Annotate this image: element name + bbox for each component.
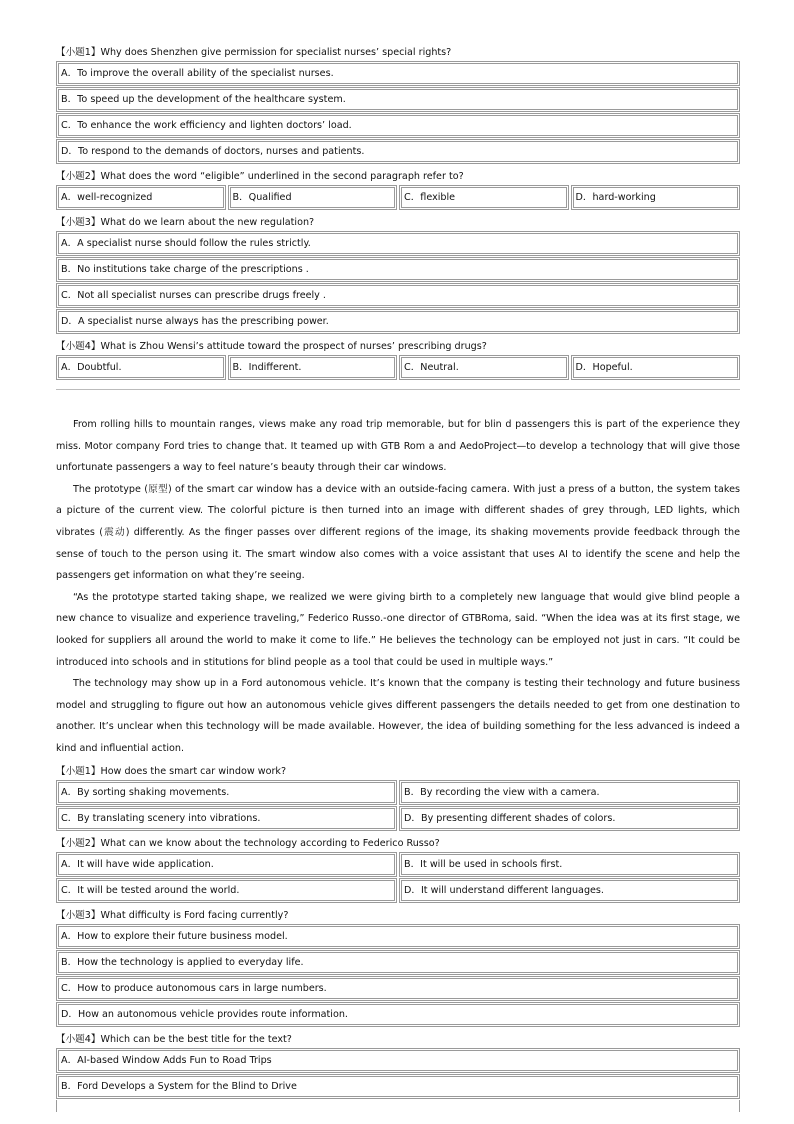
- question-set-2: [56, 763, 740, 1100]
- options-grid: [56, 924, 740, 1028]
- answer-option[interactable]: D．How an autonomous vehicle provides route information.: [56, 1002, 740, 1027]
- passage-paragraph: The prototype (原型) of the smart car window has a device with an outside-facing camera. With just a press of a button, the system takes a picture of the current view. The colorful picture is then turned into an image with different shades of grey through, LED lights, which vibrates (震动) differently. As the finger passes over different regions of the image, its shaking movements provide feedback through the sense of touch to the person using it. The smart window also comes with a voice assistant that uses AI to identify the scene and help the passengers get information on what they’re seeing.: [56, 483, 740, 582]
- answer-option[interactable]: D．To respond to the demands of doctors, nurses and patients.: [56, 139, 740, 164]
- answer-option[interactable]: B．How the technology is applied to everyday life.: [56, 950, 740, 975]
- answer-option[interactable]: C．Neutral.: [399, 355, 569, 380]
- options-grid: [56, 1048, 740, 1100]
- passage-paragraph: “As the prototype started taking shape, we realized we were giving birth to a completely new language that would give blind people a new chance to visualize and experience traveling,” Federico Russo.-one director of GTBRoma, said. “When the idea was at its first stage, we looked for suppliers all around the world to make it come to life.” He believes the technology can be employed not just in cars. “It could be introduced into schools and in stitutions for blind people as a tool that could be used in multiple ways.”: [56, 591, 740, 668]
- answer-option[interactable]: A．By sorting shaking movements.: [56, 780, 397, 805]
- answer-option[interactable]: A．A specialist nurse should follow the rules strictly.: [56, 231, 740, 256]
- option-box-continued: [56, 1100, 740, 1112]
- question-stem: 【小题2】What does the word “eligible” underlined in the second paragraph refer to?: [56, 171, 464, 182]
- answer-option[interactable]: A．It will have wide application.: [56, 852, 397, 877]
- question-stem: 【小题2】What can we know about the technology according to Federico Russo?: [56, 837, 440, 849]
- answer-option[interactable]: B．No institutions take charge of the prescriptions .: [56, 257, 740, 282]
- section-divider: [56, 389, 740, 390]
- options-grid: [56, 852, 740, 904]
- question-stem: 【小题1】How does the smart car window work?: [56, 765, 287, 777]
- options-grid: [56, 780, 740, 832]
- document-page: [56, 41, 740, 1112]
- question-stem: 【小题4】Which can be the best title for the text?: [56, 1033, 292, 1045]
- answer-option[interactable]: C．flexible: [399, 185, 569, 210]
- answer-option[interactable]: A．Doubtful.: [56, 355, 226, 380]
- options-grid: [56, 61, 740, 165]
- answer-option[interactable]: C．Not all specialist nurses can prescribe drugs freely .: [56, 283, 740, 308]
- answer-option[interactable]: C．It will be tested around the world.: [56, 878, 397, 903]
- answer-option[interactable]: D．A specialist nurse always has the prescribing power.: [56, 309, 740, 334]
- question-set-1: [56, 44, 740, 381]
- answer-option[interactable]: D．Hopeful.: [571, 355, 741, 380]
- reading-passage: [56, 414, 740, 760]
- answer-option[interactable]: B．By recording the view with a camera.: [399, 780, 740, 805]
- question-stem: 【小题1】Why does Shenzhen give permission for specialist nurses’ special rights?: [56, 47, 452, 58]
- passage-paragraph: From rolling hills to mountain ranges, views make any road trip memorable, but for blin d passengers this is part of the experience they miss. Motor company Ford tries to change that. It teamed up with GTB Rom a and AedoProject—to develop a technology that will give those unfortunate passengers a way to feel nature’s beauty through their car windows.: [56, 419, 740, 474]
- answer-option[interactable]: A．AI-based Window Adds Fun to Road Trips: [56, 1048, 740, 1073]
- passage-paragraph: The technology may show up in a Ford autonomous vehicle. It’s known that the company is testing their technology and future business model and struggling to figure out how an autonomous vehicle gives different passengers the details needed to get from one destination to another. It’s unclear when this technology will be made available. However, the idea of building something for the less advanced is indeed a kind and influential action.: [56, 678, 740, 754]
- options-grid: [56, 355, 740, 381]
- answer-option[interactable]: A．well-recognized: [56, 185, 226, 210]
- options-grid: [56, 185, 740, 211]
- answer-option[interactable]: A．To improve the overall ability of the specialist nurses.: [56, 61, 740, 86]
- answer-option[interactable]: B．It will be used in schools first.: [399, 852, 740, 877]
- answer-option[interactable]: C．By translating scenery into vibrations.: [56, 806, 397, 831]
- question-stem: 【小题3】What difficulty is Ford facing currently?: [56, 909, 289, 921]
- answer-option[interactable]: C．To enhance the work efficiency and lighten doctors’ load.: [56, 113, 740, 138]
- answer-option[interactable]: D．It will understand different languages.: [399, 878, 740, 903]
- answer-option[interactable]: B．Qualified: [228, 185, 398, 210]
- options-grid: [56, 231, 740, 335]
- question-stem: 【小题4】What is Zhou Wensi’s attitude toward the prospect of nurses’ prescribing drugs?: [56, 341, 487, 352]
- question-stem: 【小题3】What do we learn about the new regulation?: [56, 217, 315, 228]
- answer-option[interactable]: A．How to explore their future business model.: [56, 924, 740, 949]
- answer-option[interactable]: B．Ford Develops a System for the Blind to Drive: [56, 1074, 740, 1099]
- answer-option[interactable]: D．By presenting different shades of colors.: [399, 806, 740, 831]
- answer-option[interactable]: D．hard-working: [571, 185, 741, 210]
- answer-option[interactable]: C．How to produce autonomous cars in large numbers.: [56, 976, 740, 1001]
- answer-option[interactable]: B．To speed up the development of the healthcare system.: [56, 87, 740, 112]
- answer-option[interactable]: B．Indifferent.: [228, 355, 398, 380]
